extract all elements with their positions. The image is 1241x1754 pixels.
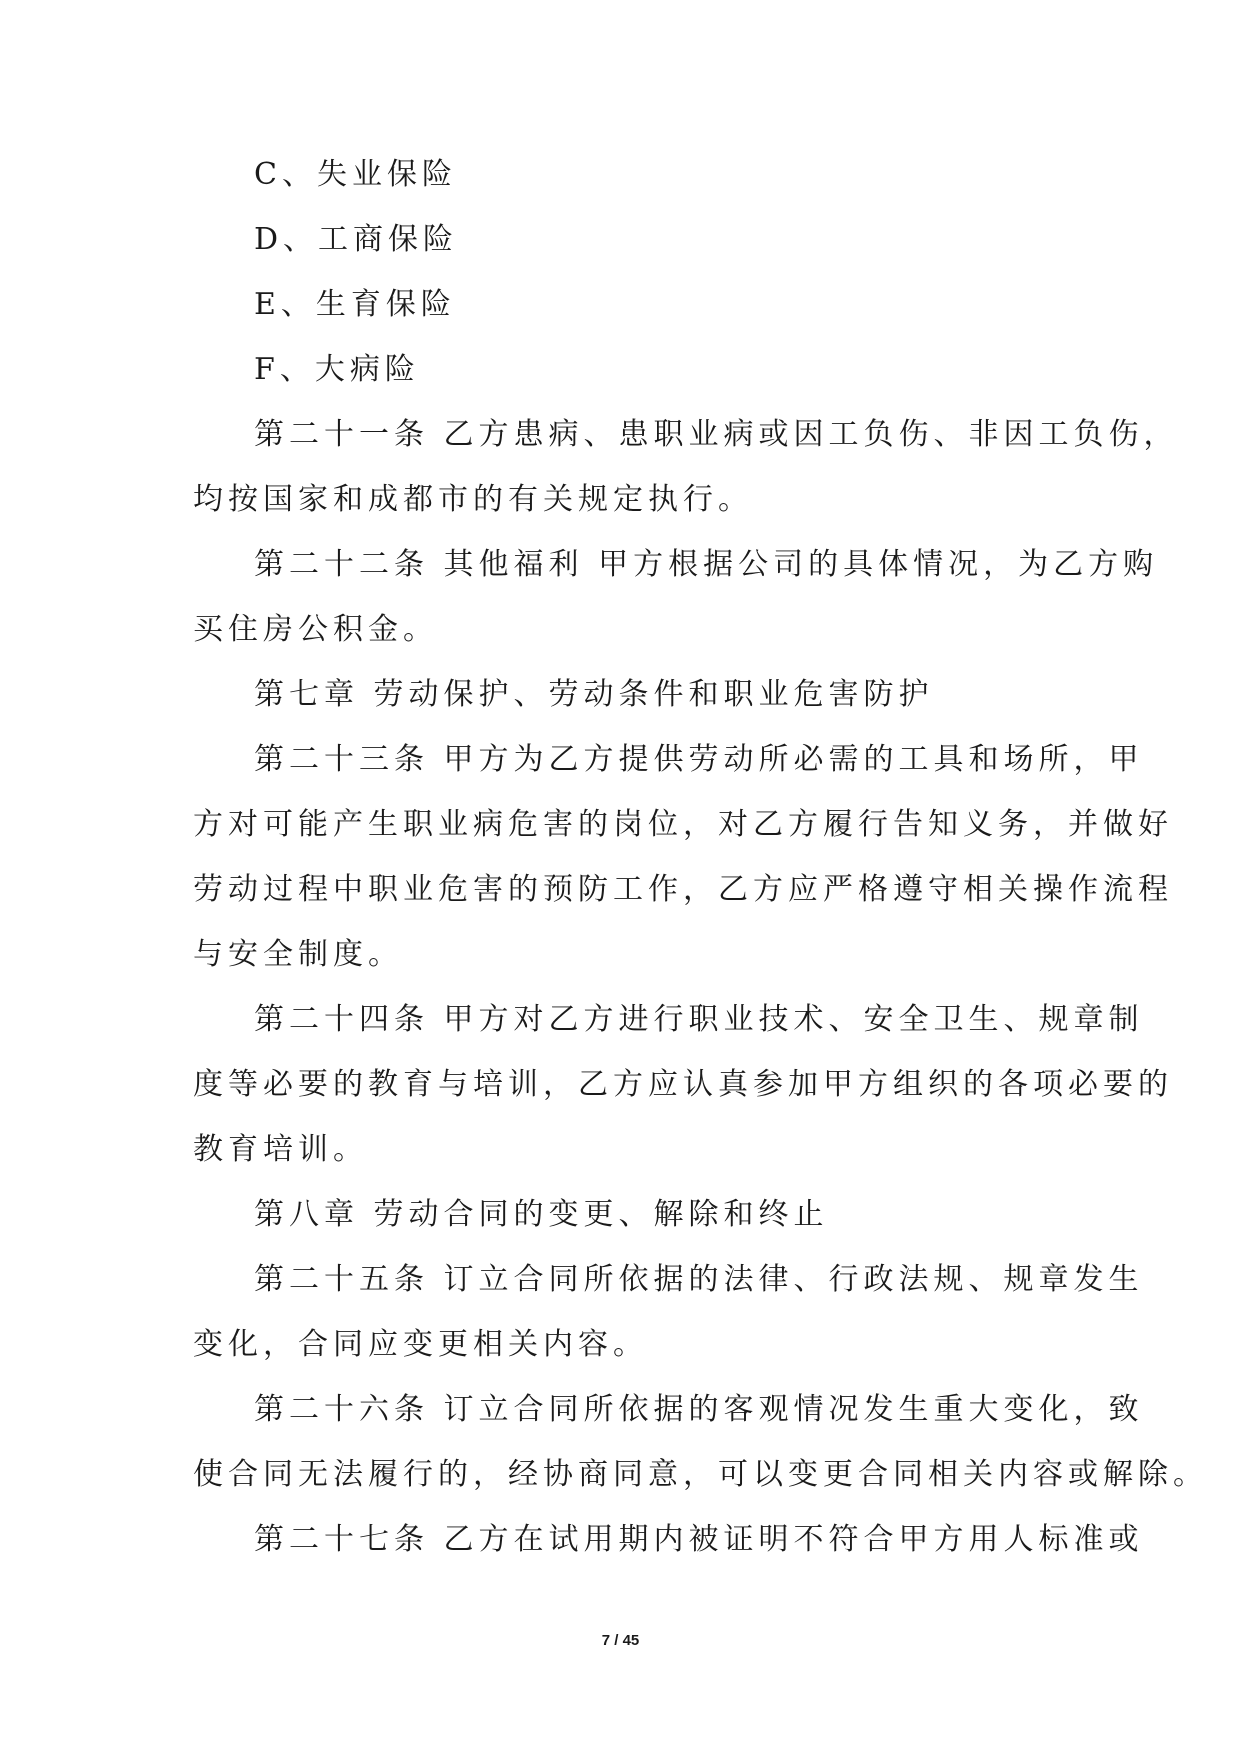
chapter-heading: 第七章 劳动保护、劳动条件和职业危害防护 [254,677,934,712]
text-line: 均按国家和成都市的有关规定执行。 [193,482,753,517]
text-line: 第二十四条 甲方对乙方进行职业技术、安全卫生、规章制 [254,1002,1144,1037]
text-line: E、生育保险 [254,287,456,322]
text-line: 第二十三条 甲方为乙方提供劳动所必需的工具和场所，甲 [254,742,1144,777]
page-number: 7 / 45 [601,1632,640,1649]
text-line: 方对可能产生职业病危害的岗位，对乙方履行告知义务，并做好 [193,807,1173,842]
text-line: 第二十六条 订立合同所依据的客观情况发生重大变化，致 [254,1392,1144,1427]
text-line: 使合同无法履行的，经协商同意，可以变更合同相关内容或解除。 [193,1457,1208,1492]
chapter-heading: 第八章 劳动合同的变更、解除和终止 [254,1197,829,1232]
text-line: 第二十二条 其他福利 甲方根据公司的具体情况，为乙方购 [254,547,1159,582]
text-line: D、工商保险 [254,222,459,257]
text-line: 变化，合同应变更相关内容。 [193,1327,648,1362]
text-line: 劳动过程中职业危害的预防工作，乙方应严格遵守相关操作流程 [193,872,1173,907]
text-line: C、失业保险 [254,157,457,192]
text-line: 与安全制度。 [193,937,403,972]
text-line: F、大病险 [254,352,420,387]
text-line: 买住房公积金。 [193,612,438,647]
document-body [193,155,1208,1585]
text-line: 第二十五条 订立合同所依据的法律、行政法规、规章发生 [254,1262,1144,1297]
text-line: 第二十七条 乙方在试用期内被证明不符合甲方用人标准或 [254,1522,1144,1557]
text-line: 教育培训。 [193,1132,368,1167]
text-line: 第二十一条 乙方患病、患职业病或因工负伤、非因工负伤， [254,417,1179,452]
text-line: 度等必要的教育与培训，乙方应认真参加甲方组织的各项必要的 [193,1067,1173,1102]
